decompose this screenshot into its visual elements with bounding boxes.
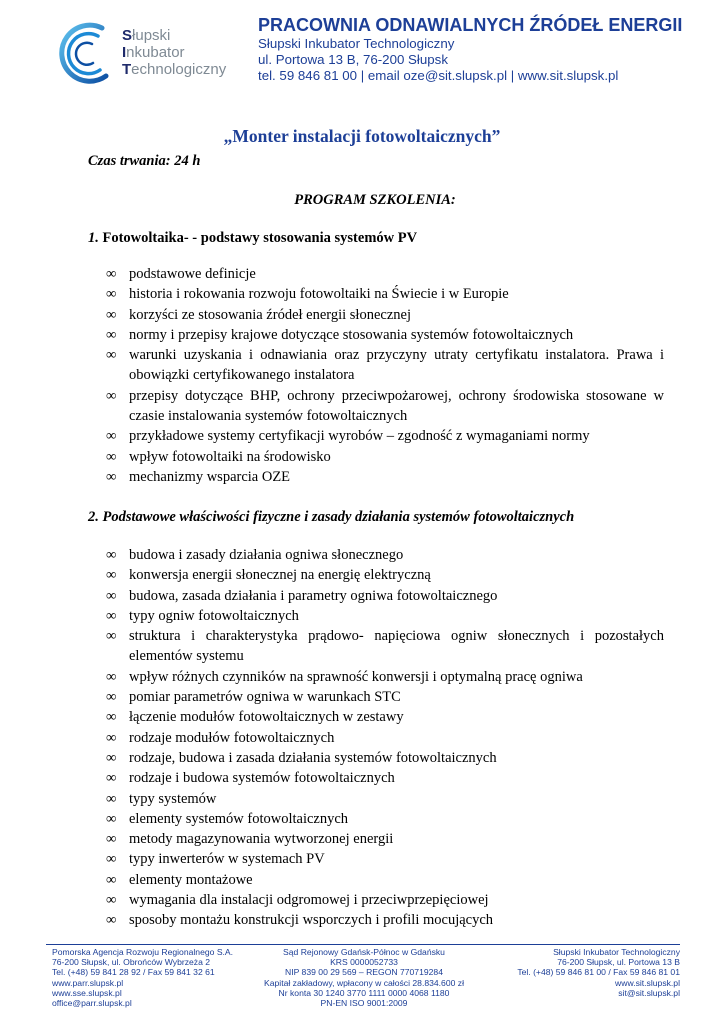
list-item-text: mechanizmy wsparcia OZE [129,468,291,485]
bullet-icon: ∞ [106,326,117,343]
footer-line: Kapitał zakładowy, wpłacony w całości 28.834.600 zł [264,977,464,988]
letterhead-address: ul. Portowa 13 B, 76-200 Słupsk [258,52,448,67]
list-item [106,707,664,727]
list-item [106,768,664,788]
logo-wordmark [122,27,226,78]
list-item-text: przepisy dotyczące BHP, ochrony przeciwpożarowej, ochrony środowiska stosowane w czasie instalowania systemów fotowoltaicznych [129,387,664,425]
list-item [106,305,664,325]
list-item [106,910,664,930]
list-item-text: typy inwerterów w systemach PV [129,851,325,868]
letterhead-title: PRACOWNIA ODNAWIALNYCH ŹRÓDEŁ ENERGII [258,15,683,35]
footer-line: Tel. (+48) 59 846 81 00 / Fax 59 846 81 01 [517,967,680,978]
bullet-icon: ∞ [106,892,117,909]
footer-center [258,947,470,1008]
list-item [106,565,664,585]
footer-line: Tel. (+48) 59 841 28 92 / Fax 59 841 32 61 [52,967,215,978]
list-item [106,849,664,869]
logo-line-2: Inkubator [122,44,185,61]
bullet-icon: ∞ [106,668,117,685]
list-item [106,586,664,606]
list-item [106,264,664,284]
bullet-icon: ∞ [106,428,117,445]
list-item [106,829,664,849]
list-item-text: podstawowe definicje [129,266,256,282]
list-item [106,789,664,809]
bullet-icon: ∞ [106,851,117,868]
list-item [106,545,664,565]
list-item-text: metody magazynowania wytworzonej energii [129,831,394,848]
footer-line: PN-EN ISO 9001:2009 [320,998,408,1009]
list-item-text: typy systemów [129,790,217,807]
bullet-icon: ∞ [106,347,117,364]
logo-line-3: Technologiczny [122,61,227,78]
footer-line: www.sit.slupsk.pl [615,977,680,988]
list-item-text: typy ogniw fotowoltaicznych [129,607,299,624]
bullet-icon: ∞ [106,387,117,404]
logo-mark-icon [58,22,118,86]
list-item-text: wpływ fotowoltaiki na środowisko [129,448,331,465]
list-item [106,426,664,446]
footer-line: Pomorska Agencja Rozwoju Regionalnego S.A. [52,947,234,957]
bullet-icon: ∞ [106,448,117,465]
bullet-icon: ∞ [106,567,117,584]
footer-line: KRS 0000052733 [330,957,398,968]
letterhead-contact: tel. 59 846 81 00 | email oze@sit.slupsk.pl | www.sit.slupsk.pl [258,68,619,83]
list-item-text: elementy systemów fotowoltaicznych [129,810,349,827]
footer-line: Słupski Inkubator Technologiczny [553,947,680,957]
logo [58,22,238,86]
footer-line: 76-200 Słupsk, ul. Portowa 13 B [557,957,680,968]
section-1-heading: 1. Fotowoltaika- - podstawy stosowania systemów PV [88,230,418,246]
letterhead [258,14,682,84]
course-duration: Czas trwania: 24 h [88,153,201,169]
program-heading: PROGRAM SZKOLENIA: [294,192,456,208]
footer-line: www.parr.slupsk.pl [52,977,124,988]
bullet-icon: ∞ [106,628,117,645]
list-item [106,748,664,768]
list-item [106,728,664,748]
list-item-text: elementy montażowe [129,871,253,888]
list-item-text: budowa, zasada działania i parametry ogniwa fotowoltaicznego [129,587,498,604]
list-item [106,687,664,707]
footer-line: www.sse.slupsk.pl [52,987,122,998]
list-item [106,284,664,304]
bullet-icon: ∞ [106,810,117,827]
list-item-text: rodzaje i budowa systemów fotowoltaicznych [129,770,395,787]
list-item [106,890,664,910]
list-item [106,345,664,386]
footer-divider [46,944,680,945]
section-2-list [106,545,664,931]
bullet-icon: ∞ [106,607,117,624]
section-2-heading: 2. Podstawowe właściwości fizyczne i zasady działania systemów fotowoltaicznych [88,509,575,525]
list-item-text: warunki uzyskania i odnawiania oraz przyczyny utraty certyfikatu instalatora. Prawa i obowiązki certyfikowanego instalatora [129,347,664,384]
bullet-icon: ∞ [106,709,117,726]
bullet-icon: ∞ [106,286,117,303]
footer-line: Sąd Rejonowy Gdańsk-Północ w Gdańsku [283,947,445,957]
list-item-text: normy i przepisy krajowe dotyczące stosowania systemów fotowoltaicznych [129,326,574,343]
footer-line: 76-200 Słupsk, ul. Obrońców Wybrzeża 2 [52,957,211,968]
list-item [106,809,664,829]
footer-line: sit@sit.slupsk.pl [618,987,680,998]
footer-line: office@parr.slupsk.pl [52,998,132,1009]
list-item-text: sposoby montażu konstrukcji wsporczych i profili mocujących [129,912,494,929]
list-item-text: budowa i zasady działania ogniwa słonecznego [129,547,404,563]
letterhead-org: Słupski Inkubator Technologiczny [258,36,455,51]
list-item-text: korzyści ze stosowania źródeł energii słonecznej [129,306,411,323]
list-item [106,447,664,467]
list-item-text: przykładowe systemy certyfikacji wyrobów – zgodność z wymaganiami normy [129,428,590,445]
bullet-icon: ∞ [106,547,117,563]
bullet-icon: ∞ [106,749,117,766]
bullet-icon: ∞ [106,912,117,929]
bullet-icon: ∞ [106,306,117,323]
bullet-icon: ∞ [106,468,117,485]
list-item [106,626,664,667]
bullet-icon: ∞ [106,587,117,604]
bullet-icon: ∞ [106,871,117,888]
bullet-icon: ∞ [106,790,117,807]
bullet-icon: ∞ [106,831,117,848]
bullet-icon: ∞ [106,689,117,706]
list-item-text: wymagania dla instalacji odgromowej i przeciwprzepięciowej [129,892,489,909]
footer-left [52,947,233,1008]
list-item [106,467,664,487]
list-item-text: historia i rokowania rozwoju fotowoltaiki na Świecie i w Europie [129,286,509,303]
bullet-icon: ∞ [106,729,117,746]
bullet-icon: ∞ [106,770,117,787]
footer-line: Nr konta 30 1240 3770 1111 0000 4068 1180 [278,987,450,998]
logo-line-1: Słupski [122,27,171,44]
list-item [106,386,664,427]
list-item-text: konwersja energii słonecznej na energię elektryczną [129,567,431,584]
section-1-list [106,264,664,487]
list-item [106,325,664,345]
list-item [106,667,664,687]
list-item-text: wpływ różnych czynników na sprawność konwersji i optymalną pracę ogniwa [129,668,583,685]
list-item-text: rodzaje modułów fotowoltaicznych [129,729,335,746]
list-item-text: rodzaje, budowa i zasada działania systemów fotowoltaicznych [129,749,497,766]
course-title: „Monter instalacji fotowoltaicznych” [223,126,501,146]
bullet-icon: ∞ [106,266,117,282]
list-item-text: pomiar parametrów ogniwa w warunkach STC [129,689,401,706]
list-item-text: łączenie modułów fotowoltaicznych w zestawy [129,709,404,726]
footer-line: NIP 839 00 29 569 – REGON 770719284 [285,967,443,978]
list-item-text: struktura i charakterystyka prądowo- napięciowa ogniw słonecznych i pozostałych elementów systemu [129,628,664,665]
footer-right [480,947,680,998]
list-item [106,606,664,626]
list-item [106,870,664,890]
